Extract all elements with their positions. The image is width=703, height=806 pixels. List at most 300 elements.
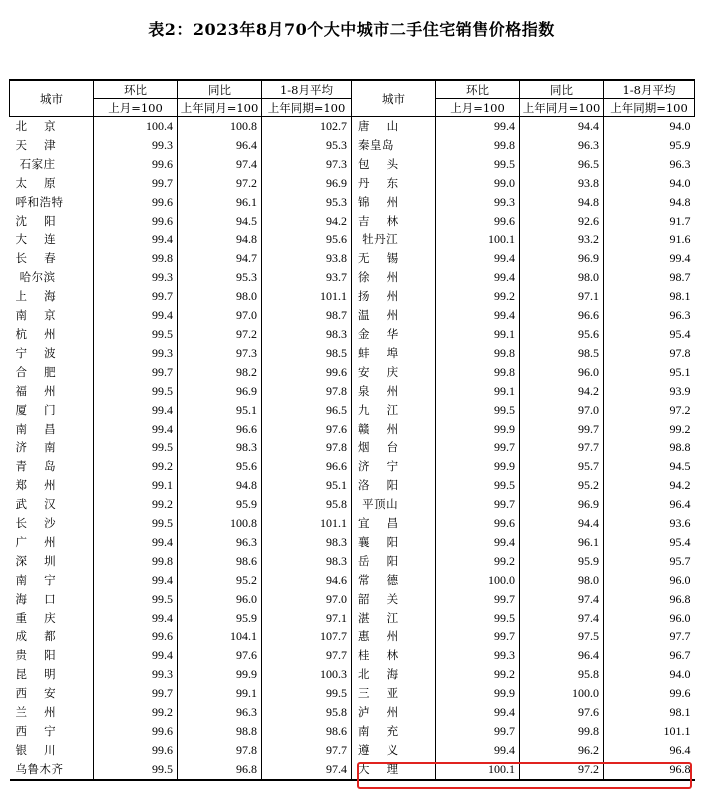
yoy-value-left: 96.4	[178, 136, 262, 155]
city-name-right: 湛 江	[352, 609, 436, 628]
price-index-table	[9, 79, 695, 781]
header-avg-left: 1-8月平均	[262, 80, 352, 99]
city-name-right: 秦皇岛	[352, 136, 436, 155]
avg-value-left: 94.2	[262, 212, 352, 231]
avg-value-right: 98.8	[669, 440, 691, 455]
yoy-value-left: 97.8	[178, 741, 262, 760]
city-name-left: 深 圳	[10, 552, 94, 571]
mom-value-left: 99.4	[94, 230, 178, 249]
city-name-left: 福 州	[10, 382, 94, 401]
mom-value-left: 99.4	[94, 646, 178, 665]
yoy-value-right: 93.2	[520, 230, 604, 249]
yoy-value-right: 95.8	[520, 665, 604, 684]
yoy-value-right: 93.8	[520, 174, 604, 193]
avg-value-left: 95.3	[262, 193, 352, 212]
avg-value-left: 98.5	[262, 344, 352, 363]
mom-value-right: 99.4	[436, 741, 520, 760]
yoy-value-right: 95.2	[520, 476, 604, 495]
table-row	[10, 722, 695, 741]
avg-value-left: 95.3	[262, 136, 352, 155]
mom-value-right: 99.4	[436, 306, 520, 325]
mom-value-left: 99.4	[94, 533, 178, 552]
mom-value-right: 99.4	[436, 117, 520, 136]
yoy-value-right: 96.2	[520, 741, 604, 760]
table-row	[10, 420, 695, 439]
mom-value-right: 99.4	[436, 703, 520, 722]
mom-value-right: 99.5	[436, 155, 520, 174]
city-name-right: 三 亚	[352, 684, 436, 703]
mom-value-left: 99.2	[94, 457, 178, 476]
yoy-value-right: 96.6	[520, 306, 604, 325]
avg-value-left: 94.6	[262, 571, 352, 590]
mom-value-left: 99.4	[94, 401, 178, 420]
table-row	[10, 136, 695, 155]
yoy-value-right: 97.0	[520, 401, 604, 420]
avg-value-left: 96.6	[262, 457, 352, 476]
avg-value-left: 99.6	[262, 363, 352, 382]
table-row	[10, 193, 695, 212]
avg-value-left: 96.5	[262, 401, 352, 420]
city-name-left: 西 安	[10, 684, 94, 703]
city-name-right: 济 宁	[352, 457, 436, 476]
city-name-left: 天 津	[10, 136, 94, 155]
avg-value-right: 93.9	[669, 383, 691, 398]
mom-value-left: 99.5	[94, 514, 178, 533]
avg-value-left: 97.1	[262, 609, 352, 628]
yoy-value-left: 95.9	[178, 609, 262, 628]
city-name-right: 丹 东	[352, 174, 436, 193]
yoy-value-left: 97.3	[178, 344, 262, 363]
table-row	[10, 457, 695, 476]
mom-value-right: 99.9	[436, 684, 520, 703]
mom-value-left: 99.7	[94, 363, 178, 382]
yoy-value-left: 96.3	[178, 703, 262, 722]
yoy-value-left: 99.1	[178, 684, 262, 703]
yoy-value-right: 94.4	[520, 117, 604, 136]
mom-value-left: 99.4	[94, 306, 178, 325]
yoy-value-left: 95.9	[178, 495, 262, 514]
avg-value-right: 93.6	[669, 516, 691, 531]
avg-value-right: 96.4	[669, 742, 691, 757]
avg-value-right: 98.7	[669, 270, 691, 285]
avg-value-left: 98.3	[262, 533, 352, 552]
mom-value-right: 99.7	[436, 627, 520, 646]
city-name-right: 包 头	[352, 155, 436, 174]
table-row	[10, 514, 695, 533]
yoy-value-right: 99.8	[520, 722, 604, 741]
yoy-value-right: 98.5	[520, 344, 604, 363]
table-row	[10, 306, 695, 325]
city-name-right: 安 庆	[352, 363, 436, 382]
table-row	[10, 117, 695, 136]
avg-value-right: 91.6	[669, 232, 691, 247]
mom-value-right: 99.7	[436, 495, 520, 514]
yoy-value-left: 95.6	[178, 457, 262, 476]
yoy-value-right: 97.7	[520, 438, 604, 457]
avg-value-left: 95.1	[262, 476, 352, 495]
avg-value-right: 95.9	[669, 137, 691, 152]
city-name-left: 武 汉	[10, 495, 94, 514]
page-title: 表2：2023年8月70个大中城市二手住宅销售价格指数	[148, 20, 555, 39]
yoy-value-left: 97.6	[178, 646, 262, 665]
avg-value-right: 96.8	[669, 591, 691, 606]
mom-value-left: 99.7	[94, 684, 178, 703]
table-row	[10, 249, 695, 268]
city-name-right: 吉 林	[352, 212, 436, 231]
yoy-value-left: 96.6	[178, 420, 262, 439]
avg-value-right: 98.1	[669, 289, 691, 304]
mom-value-left: 99.1	[94, 476, 178, 495]
yoy-value-left: 99.9	[178, 665, 262, 684]
mom-value-left: 99.8	[94, 552, 178, 571]
city-name-right: 韶 关	[352, 590, 436, 609]
mom-value-left: 99.5	[94, 438, 178, 457]
avg-value-left: 100.3	[262, 665, 352, 684]
city-name-right: 常 德	[352, 571, 436, 590]
city-name-left: 海 口	[10, 590, 94, 609]
avg-value-right: 94.0	[669, 175, 691, 190]
table-row	[10, 646, 695, 665]
table-row	[10, 495, 695, 514]
mom-value-right: 99.0	[436, 174, 520, 193]
avg-value-left: 97.6	[262, 420, 352, 439]
mom-value-left: 99.6	[94, 212, 178, 231]
table-row	[10, 268, 695, 287]
avg-value-left: 95.6	[262, 230, 352, 249]
yoy-value-left: 94.7	[178, 249, 262, 268]
avg-value-left: 97.7	[262, 741, 352, 760]
yoy-value-right: 99.7	[520, 420, 604, 439]
table-row	[10, 684, 695, 703]
header-mom-base-left: 上月=100	[94, 99, 178, 117]
yoy-value-left: 100.8	[178, 514, 262, 533]
mom-value-right: 99.5	[436, 401, 520, 420]
city-name-left: 北 京	[10, 117, 94, 136]
mom-value-left: 99.5	[94, 325, 178, 344]
mom-value-left: 99.6	[94, 741, 178, 760]
city-name-right: 北 海	[352, 665, 436, 684]
city-name-left: 合 肥	[10, 363, 94, 382]
city-name-right: 南 充	[352, 722, 436, 741]
city-name-right: 温 州	[352, 306, 436, 325]
mom-value-right: 99.7	[436, 438, 520, 457]
city-name-right: 扬 州	[352, 287, 436, 306]
city-name-right: 惠 州	[352, 627, 436, 646]
avg-value-left: 99.5	[262, 684, 352, 703]
yoy-value-right: 97.4	[520, 590, 604, 609]
yoy-value-right: 96.9	[520, 495, 604, 514]
city-name-left: 大 连	[10, 230, 94, 249]
table-row	[10, 382, 695, 401]
city-name-left: 南 昌	[10, 420, 94, 439]
city-name-right: 大 理	[352, 760, 436, 780]
mom-value-right: 99.4	[436, 533, 520, 552]
yoy-value-right: 96.1	[520, 533, 604, 552]
mom-value-right: 99.8	[436, 344, 520, 363]
avg-value-right: 96.7	[669, 648, 691, 663]
table-row	[10, 741, 695, 760]
city-name-right: 岳 阳	[352, 552, 436, 571]
city-name-left: 宁 波	[10, 344, 94, 363]
header-avg-right: 1-8月平均	[604, 80, 695, 99]
avg-value-right: 97.7	[669, 629, 691, 644]
avg-value-right: 95.7	[669, 553, 691, 568]
table-row	[10, 363, 695, 382]
city-name-left: 广 州	[10, 533, 94, 552]
city-name-right: 牡丹江	[352, 230, 436, 249]
header-yoy-left: 同比	[178, 80, 262, 99]
city-name-right: 赣 州	[352, 420, 436, 439]
city-name-left: 呼和浩特	[10, 193, 94, 212]
mom-value-left: 99.6	[94, 722, 178, 741]
city-name-left: 南 宁	[10, 571, 94, 590]
yoy-value-left: 96.3	[178, 533, 262, 552]
avg-value-right: 94.0	[669, 119, 691, 133]
mom-value-right: 99.4	[436, 268, 520, 287]
mom-value-right: 99.1	[436, 382, 520, 401]
header-yoy-base-right: 上年同月=100	[520, 99, 604, 117]
avg-value-right: 94.5	[669, 459, 691, 474]
mom-value-right: 100.1	[436, 760, 520, 780]
city-name-left: 厦 门	[10, 401, 94, 420]
header-yoy-base-left: 上年同月=100	[178, 99, 262, 117]
yoy-value-right: 97.5	[520, 627, 604, 646]
table-row	[10, 230, 695, 249]
mom-value-right: 100.0	[436, 571, 520, 590]
avg-value-left: 97.8	[262, 382, 352, 401]
mom-value-left: 99.2	[94, 703, 178, 722]
avg-value-right: 97.8	[669, 345, 691, 360]
table-row	[10, 627, 695, 646]
yoy-value-left: 98.2	[178, 363, 262, 382]
table-body	[10, 117, 695, 780]
yoy-value-left: 98.8	[178, 722, 262, 741]
mom-value-left: 99.4	[94, 571, 178, 590]
mom-value-right: 100.1	[436, 230, 520, 249]
city-name-right: 金 华	[352, 325, 436, 344]
mom-value-right: 99.4	[436, 249, 520, 268]
mom-value-right: 99.2	[436, 665, 520, 684]
mom-value-right: 99.1	[436, 325, 520, 344]
yoy-value-left: 97.2	[178, 325, 262, 344]
mom-value-left: 99.5	[94, 590, 178, 609]
avg-value-right: 97.2	[669, 402, 691, 417]
table-row	[10, 609, 695, 628]
city-name-left: 银 川	[10, 741, 94, 760]
city-name-left: 郑 州	[10, 476, 94, 495]
avg-value-left: 97.4	[262, 760, 352, 780]
yoy-value-right: 100.0	[520, 684, 604, 703]
mom-value-right: 99.2	[436, 287, 520, 306]
header-avg-base-right: 上年同期=100	[604, 99, 695, 117]
city-name-left: 乌鲁木齐	[10, 760, 94, 780]
avg-value-left: 95.8	[262, 495, 352, 514]
yoy-value-left: 104.1	[178, 627, 262, 646]
avg-value-right: 96.0	[669, 572, 691, 587]
avg-value-right: 91.7	[669, 213, 691, 228]
avg-value-right: 99.4	[669, 251, 691, 266]
mom-value-left: 99.4	[94, 609, 178, 628]
yoy-value-right: 96.3	[520, 136, 604, 155]
avg-value-left: 96.9	[262, 174, 352, 193]
avg-value-right: 99.2	[669, 421, 691, 436]
mom-value-right: 99.6	[436, 212, 520, 231]
mom-value-right: 99.7	[436, 722, 520, 741]
mom-value-left: 99.3	[94, 344, 178, 363]
city-name-left: 上 海	[10, 287, 94, 306]
avg-value-left: 97.3	[262, 155, 352, 174]
city-name-left: 沈 阳	[10, 212, 94, 231]
city-name-right: 无 锡	[352, 249, 436, 268]
city-name-left: 济 南	[10, 438, 94, 457]
mom-value-left: 99.7	[94, 287, 178, 306]
table-row	[10, 325, 695, 344]
avg-value-left: 93.7	[262, 268, 352, 287]
mom-value-left: 99.3	[94, 268, 178, 287]
yoy-value-right: 96.9	[520, 249, 604, 268]
yoy-value-right: 95.7	[520, 457, 604, 476]
yoy-value-right: 97.1	[520, 287, 604, 306]
table-row	[10, 438, 695, 457]
table-row	[10, 533, 695, 552]
yoy-value-left: 97.4	[178, 155, 262, 174]
yoy-value-left: 95.2	[178, 571, 262, 590]
avg-value-right: 95.1	[669, 364, 691, 379]
city-name-left: 太 原	[10, 174, 94, 193]
yoy-value-left: 96.9	[178, 382, 262, 401]
yoy-value-left: 95.3	[178, 268, 262, 287]
city-name-right: 九 江	[352, 401, 436, 420]
city-name-right: 烟 台	[352, 438, 436, 457]
mom-value-left: 99.5	[94, 382, 178, 401]
yoy-value-left: 94.8	[178, 476, 262, 495]
yoy-value-right: 98.0	[520, 268, 604, 287]
city-name-left: 兰 州	[10, 703, 94, 722]
avg-value-right: 98.1	[669, 705, 691, 720]
mom-value-right: 99.3	[436, 193, 520, 212]
highlight-box	[357, 762, 692, 789]
avg-value-right: 96.0	[669, 610, 691, 625]
city-name-right: 泉 州	[352, 382, 436, 401]
avg-value-right: 95.4	[669, 534, 691, 549]
yoy-value-right: 94.8	[520, 193, 604, 212]
avg-value-right: 96.4	[669, 497, 691, 512]
avg-value-left: 95.8	[262, 703, 352, 722]
city-name-left: 哈尔滨	[10, 268, 94, 287]
table-row	[10, 665, 695, 684]
mom-value-left: 99.2	[94, 495, 178, 514]
header-yoy-right: 同比	[520, 80, 604, 99]
header-mom-left: 环比	[94, 80, 178, 99]
header-city-right: 城市	[352, 80, 436, 117]
yoy-value-left: 96.8	[178, 760, 262, 780]
city-name-left: 昆 明	[10, 665, 94, 684]
yoy-value-left: 94.5	[178, 212, 262, 231]
avg-value-right: 96.3	[669, 308, 691, 323]
yoy-value-right: 98.0	[520, 571, 604, 590]
avg-value-right: 94.0	[669, 667, 691, 682]
mom-value-right: 99.9	[436, 457, 520, 476]
mom-value-right: 99.7	[436, 590, 520, 609]
avg-value-left: 93.8	[262, 249, 352, 268]
mom-value-right: 99.3	[436, 646, 520, 665]
mom-value-left: 99.7	[94, 174, 178, 193]
yoy-value-right: 97.6	[520, 703, 604, 722]
table-row	[10, 287, 695, 306]
avg-value-right: 95.4	[669, 326, 691, 341]
avg-value-right: 101.1	[663, 724, 691, 738]
avg-value-left: 97.7	[262, 646, 352, 665]
yoy-value-left: 95.1	[178, 401, 262, 420]
header-city-left: 城市	[10, 80, 94, 117]
city-name-left: 长 春	[10, 249, 94, 268]
yoy-value-right: 94.2	[520, 382, 604, 401]
avg-value-right: 94.8	[669, 194, 691, 209]
header-mom-base-right: 上月=100	[436, 99, 520, 117]
table-row	[10, 212, 695, 231]
avg-value-left: 102.7	[262, 117, 352, 136]
avg-value-left: 97.8	[262, 438, 352, 457]
yoy-value-right: 96.4	[520, 646, 604, 665]
avg-value-left: 98.6	[262, 722, 352, 741]
mom-value-left: 99.8	[94, 249, 178, 268]
avg-value-right: 96.3	[669, 156, 691, 171]
city-name-right: 徐 州	[352, 268, 436, 287]
city-name-right: 洛 阳	[352, 476, 436, 495]
yoy-value-right: 92.6	[520, 212, 604, 231]
mom-value-right: 99.5	[436, 609, 520, 628]
city-name-right: 桂 林	[352, 646, 436, 665]
table-row	[10, 571, 695, 590]
avg-value-left: 107.7	[262, 627, 352, 646]
table-row	[10, 155, 695, 174]
yoy-value-left: 94.8	[178, 230, 262, 249]
city-name-right: 蚌 埠	[352, 344, 436, 363]
city-name-left: 重 庆	[10, 609, 94, 628]
avg-value-right: 94.2	[669, 478, 691, 493]
city-name-right: 泸 州	[352, 703, 436, 722]
mom-value-right: 99.9	[436, 420, 520, 439]
yoy-value-right: 95.6	[520, 325, 604, 344]
mom-value-left: 99.6	[94, 193, 178, 212]
avg-value-left: 98.3	[262, 552, 352, 571]
mom-value-left: 99.4	[94, 420, 178, 439]
mom-value-right: 99.5	[436, 476, 520, 495]
city-name-left: 成 都	[10, 627, 94, 646]
city-name-left: 青 岛	[10, 457, 94, 476]
city-name-right: 唐 山	[352, 117, 436, 136]
city-name-right: 襄 阳	[352, 533, 436, 552]
mom-value-left: 99.6	[94, 627, 178, 646]
avg-value-left: 98.3	[262, 325, 352, 344]
yoy-value-left: 98.3	[178, 438, 262, 457]
yoy-value-right: 95.9	[520, 552, 604, 571]
header-mom-right: 环比	[436, 80, 520, 99]
yoy-value-left: 97.0	[178, 306, 262, 325]
table-row	[10, 552, 695, 571]
header-avg-base-left: 上年同期=100	[262, 99, 352, 117]
city-name-left: 石家庄	[10, 155, 94, 174]
avg-value-right: 96.8	[604, 760, 695, 780]
avg-value-left: 101.1	[262, 514, 352, 533]
table-row	[10, 590, 695, 609]
city-name-left: 西 宁	[10, 722, 94, 741]
city-name-right: 锦 州	[352, 193, 436, 212]
yoy-value-left: 100.8	[178, 117, 262, 136]
table-header	[10, 80, 695, 117]
avg-value-left: 98.7	[262, 306, 352, 325]
yoy-value-left: 97.2	[178, 174, 262, 193]
